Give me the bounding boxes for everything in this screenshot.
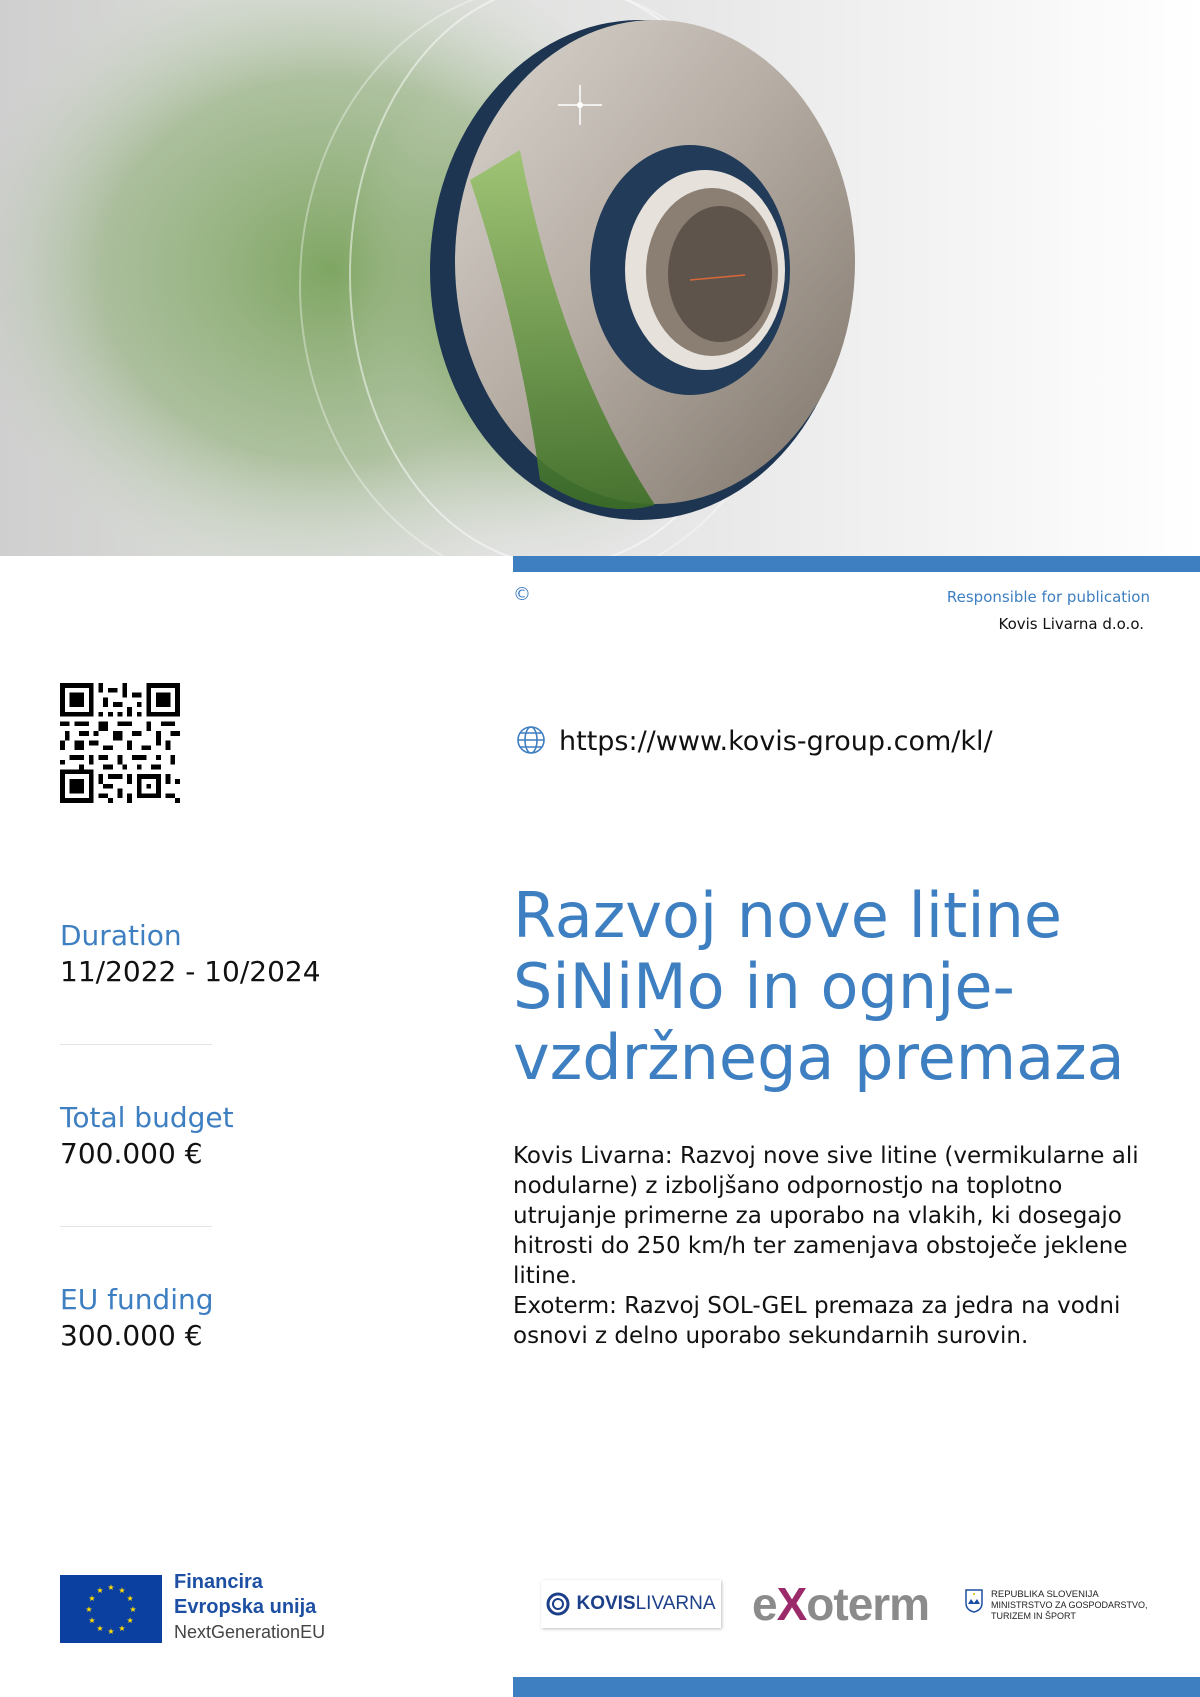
kovis-livarna-logo	[541, 1580, 721, 1628]
budget-block	[60, 1100, 460, 1172]
duration-value: 11/2022 - 10/2024	[60, 955, 321, 988]
eu-star-icon: ★	[96, 1624, 104, 1634]
globe-icon	[516, 725, 546, 755]
eu-star-icon: ★	[118, 1585, 126, 1595]
eu-logo-line2: Evropska unija	[174, 1596, 317, 1618]
divider	[60, 1044, 212, 1045]
duration-block	[60, 918, 460, 990]
eu-star-icon: ★	[96, 1585, 104, 1595]
eu-star-icon: ★	[107, 1583, 115, 1592]
project-title: Razvoj nove litine SiNiMo in ognje-vzdržnega premaza	[513, 879, 1125, 1094]
funding-label: EU funding	[60, 1283, 214, 1316]
eu-flag-icon	[60, 1575, 162, 1643]
slovenia-line2: MINISTRSTVO ZA GOSPODARSTVO,	[991, 1600, 1148, 1610]
exoterm-x: X	[776, 1578, 807, 1630]
budget-label: Total budget	[60, 1101, 234, 1134]
eu-funding-logo	[174, 1570, 325, 1645]
eu-star-icon: ★	[88, 1594, 96, 1603]
divider	[60, 1226, 212, 1227]
slovenia-line1: REPUBLIKA SLOVENIJA	[991, 1589, 1099, 1600]
slovenia-coat-of-arms-icon	[965, 1589, 983, 1613]
funding-value: 300.000 €	[60, 1319, 203, 1352]
responsible-label: Responsible for publication	[946, 588, 1150, 606]
kovis-light-text: LIVARNA	[635, 1593, 716, 1614]
eu-star-icon: ★	[118, 1624, 126, 1634]
eu-star-icon: ★	[85, 1605, 93, 1614]
eu-star-icon: ★	[129, 1605, 137, 1614]
eu-star-icon: ★	[107, 1627, 115, 1636]
qr-code[interactable]	[60, 683, 180, 803]
exoterm-logo	[752, 1577, 929, 1631]
kovis-ring-icon	[546, 1592, 570, 1616]
eu-star-icon: ★	[126, 1616, 134, 1625]
eu-logo-line3: NextGenerationEU	[174, 1622, 326, 1642]
duration-label: Duration	[60, 919, 182, 952]
hero-image	[0, 0, 1200, 556]
responsible-value: Kovis Livarna d.o.o.	[998, 615, 1144, 633]
slovenia-ministry-logo	[965, 1589, 1148, 1622]
website-link[interactable]: https://www.kovis-group.com/kl/	[559, 726, 993, 757]
eu-logo-line1: Financira	[174, 1571, 263, 1593]
brake-disc-tree-illustration	[0, 0, 1200, 556]
funding-block	[60, 1282, 460, 1354]
copyright-symbol: ©	[513, 584, 531, 605]
accent-bar-bottom	[513, 1677, 1200, 1697]
project-facts	[60, 918, 460, 1354]
exoterm-rest: oterm	[806, 1578, 930, 1630]
kovis-bold-text: KOVIS	[576, 1593, 636, 1614]
project-description: Kovis Livarna: Razvoj nove sive litine (vermikularne ali nodularne) z izboljšano odpornostjo na toplotno utrujanje primerne za uporabo na vlakih, ki dosegajo hitrosti do 250 km/h ter zamenjava obstoječe jeklene litine. Exoterm: Razvoj SOL-GEL premaza za jedra na vodni osnovi z delno uporabo sekundarnih surovin.	[513, 1143, 1139, 1349]
slovenia-line3: TURIZEM IN ŠPORT	[991, 1611, 1076, 1621]
eu-star-icon: ★	[88, 1616, 96, 1625]
accent-bar-top	[513, 556, 1200, 572]
exoterm-e: e	[752, 1578, 777, 1630]
eu-star-icon: ★	[126, 1594, 134, 1603]
budget-value: 700.000 €	[60, 1137, 203, 1170]
